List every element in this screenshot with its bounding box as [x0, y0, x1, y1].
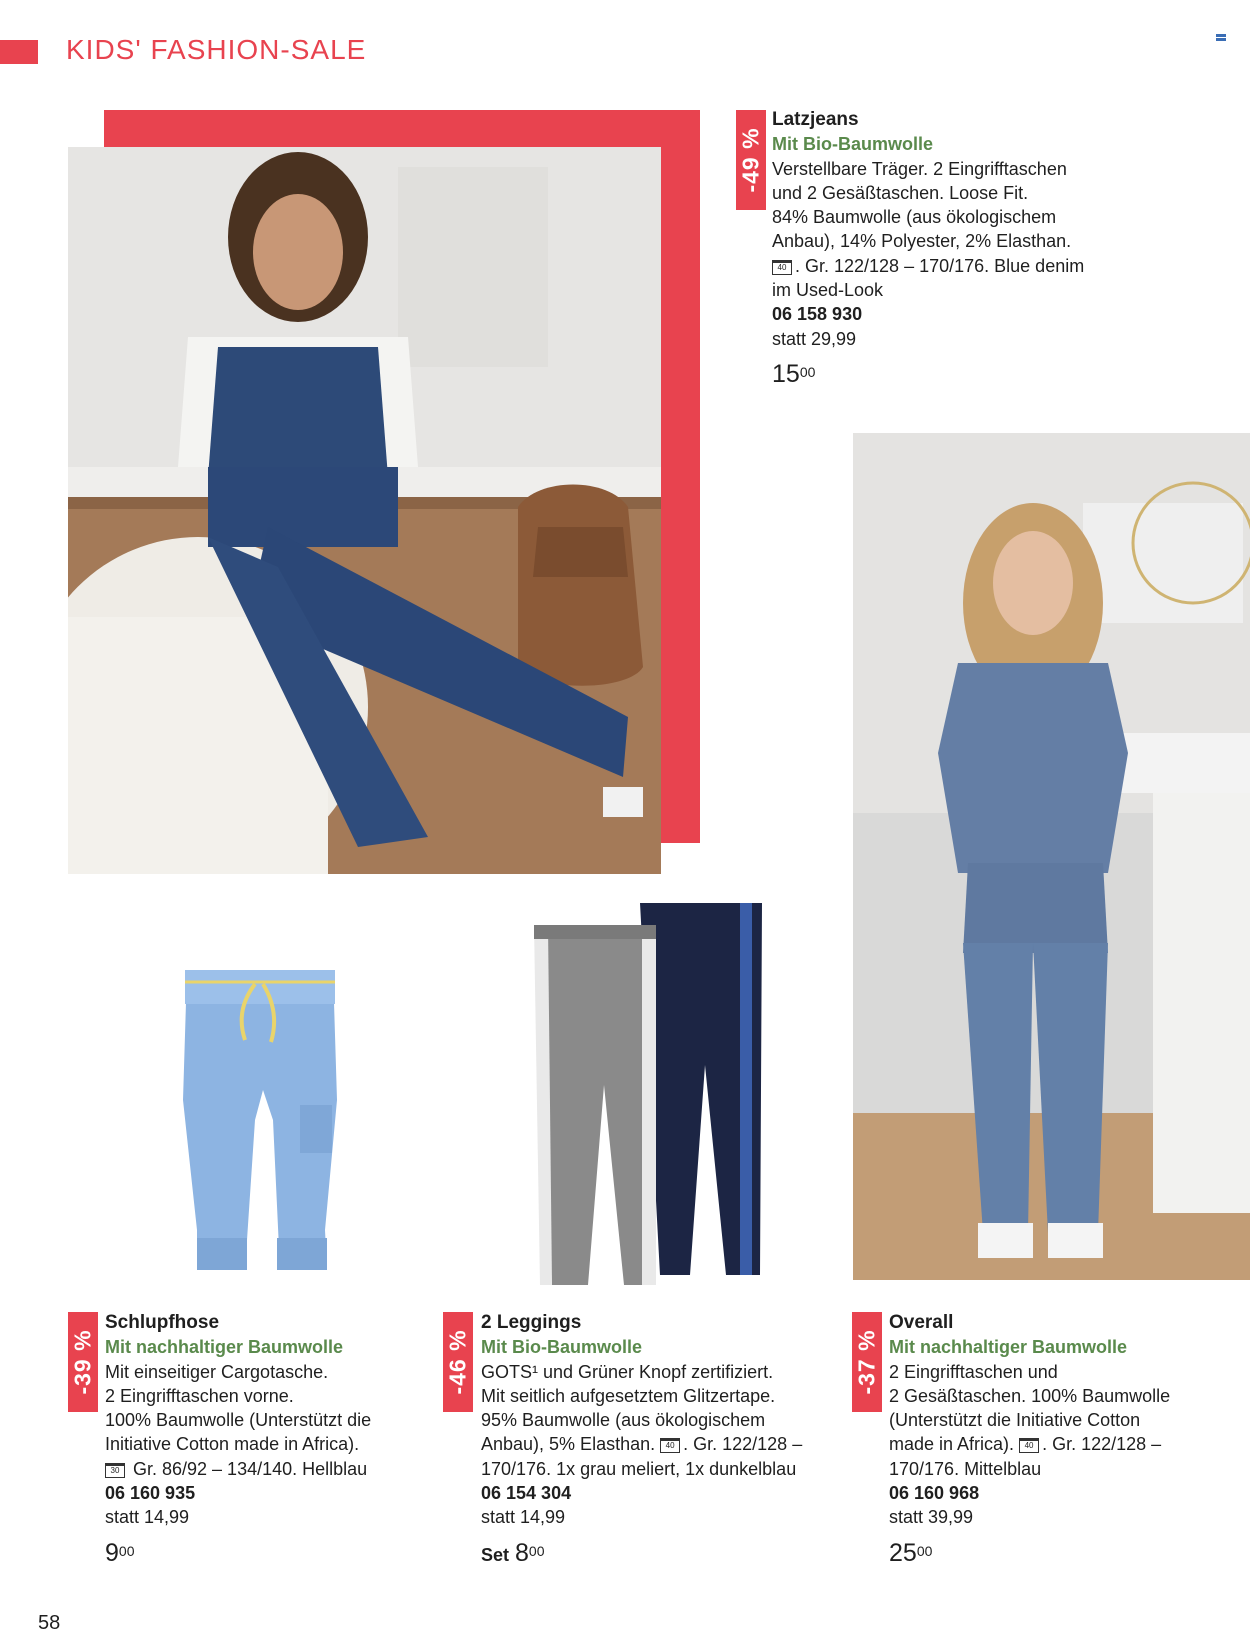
was-price: statt 39,99 [889, 1507, 974, 1528]
product-subtitle: Mit nachhaltiger Baumwolle [105, 1337, 344, 1358]
product-desc-line: Anbau), 14% Polyester, 2% Elasthan. [772, 231, 1072, 252]
product-subtitle: Mit Bio-Baumwolle [481, 1337, 642, 1358]
product-desc-line: Mit seitlich aufgesetztem Glitzertape. [481, 1385, 776, 1406]
product-size-line: 30 Gr. 86/92 – 134/140. Hellblau [105, 1457, 371, 1481]
product-size-line: 40 . Gr. 122/128 – 170/176. Blue denim [772, 254, 1084, 278]
article-number: 06 160 935 [105, 1483, 196, 1504]
sale-price: $9^{00}$ [105, 1538, 135, 1567]
product-desc-line: im Used-Look [772, 280, 884, 301]
header-accent-bar [0, 40, 38, 64]
product-desc-line: 2 Gesäßtaschen. 100% Baumwolle [889, 1385, 1171, 1406]
photo-latzjeans [68, 147, 661, 874]
discount-badge-overall: -37 % [852, 1312, 882, 1412]
sale-price: $15^{00}$ [772, 359, 816, 388]
product-size-line: Anbau), 5% Elasthan. 40 . Gr. 122/128 – [481, 1434, 803, 1455]
product-desc-line: 84% Baumwolle (aus ökologischem [772, 207, 1057, 228]
article-number: 06 154 304 [481, 1483, 572, 1504]
product-schlupfhose [105, 1311, 371, 1568]
product-name: 2 Leggings [481, 1312, 582, 1333]
product-name: Overall [889, 1312, 954, 1333]
product-subtitle: Mit Bio-Baumwolle [772, 134, 933, 155]
product-name: Schlupfhose [105, 1312, 220, 1333]
page-title: KIDS' FASHION-SALE [66, 34, 367, 65]
product-desc-line: 95% Baumwolle (aus ökologischem [481, 1410, 766, 1431]
article-number: 06 158 930 [772, 304, 863, 325]
product-desc-line: 170/176. Mittelblau [889, 1458, 1042, 1479]
product-desc-line: GOTS¹ und Grüner Knopf zertifiziert. [481, 1361, 774, 1382]
corner-logo-icon [1216, 34, 1226, 42]
was-price: statt 14,99 [481, 1507, 566, 1528]
product-desc-line: Initiative Cotton made in Africa). [105, 1434, 360, 1455]
product-overall [889, 1311, 1170, 1568]
was-price: statt 14,99 [105, 1507, 190, 1528]
wash-care-icon: 40 [1019, 1438, 1039, 1453]
wash-care-icon: 40 [772, 260, 792, 275]
product-desc-line: 100% Baumwolle (Unterstützt die [105, 1410, 372, 1431]
photo-schlupfhose [175, 970, 345, 1280]
sale-price: Set $8^{00}$ [481, 1538, 545, 1567]
sale-price: $25^{00}$ [889, 1538, 933, 1567]
product-desc-line: 170/176. 1x grau meliert, 1x dunkelblau [481, 1458, 797, 1479]
product-desc-line: (Unterstützt die Initiative Cotton [889, 1410, 1141, 1431]
photo-leggings [530, 895, 770, 1295]
was-price: statt 29,99 [772, 328, 857, 349]
discount-badge-schlupfhose: -39 % [68, 1312, 98, 1412]
product-subtitle: Mit nachhaltiger Baumwolle [889, 1337, 1128, 1358]
product-name: Latzjeans [772, 109, 859, 130]
product-leggings [481, 1311, 802, 1570]
product-desc-line: 2 Eingrifftaschen vorne. [105, 1385, 294, 1406]
wash-care-icon: 40 [660, 1438, 680, 1453]
product-desc-line: Mit einseitiger Cargotasche. [105, 1361, 329, 1382]
product-desc-line: Verstellbare Träger. 2 Eingrifftaschen [772, 158, 1067, 179]
product-latzjeans [772, 108, 1084, 389]
price-prefix: Set [481, 1544, 510, 1565]
discount-badge-latzjeans: -49 % [736, 110, 766, 210]
photo-overall [853, 433, 1250, 1280]
product-desc-line: und 2 Gesäßtaschen. Loose Fit. [772, 182, 1029, 203]
article-number: 06 160 968 [889, 1483, 980, 1504]
product-desc-line: 2 Eingrifftaschen und [889, 1361, 1058, 1382]
wash-care-icon: 30 [105, 1463, 125, 1478]
discount-badge-leggings: -46 % [443, 1312, 473, 1412]
page-number: 58 [38, 1612, 61, 1634]
product-size-line: made in Africa). 40 . Gr. 122/128 – [889, 1434, 1162, 1455]
